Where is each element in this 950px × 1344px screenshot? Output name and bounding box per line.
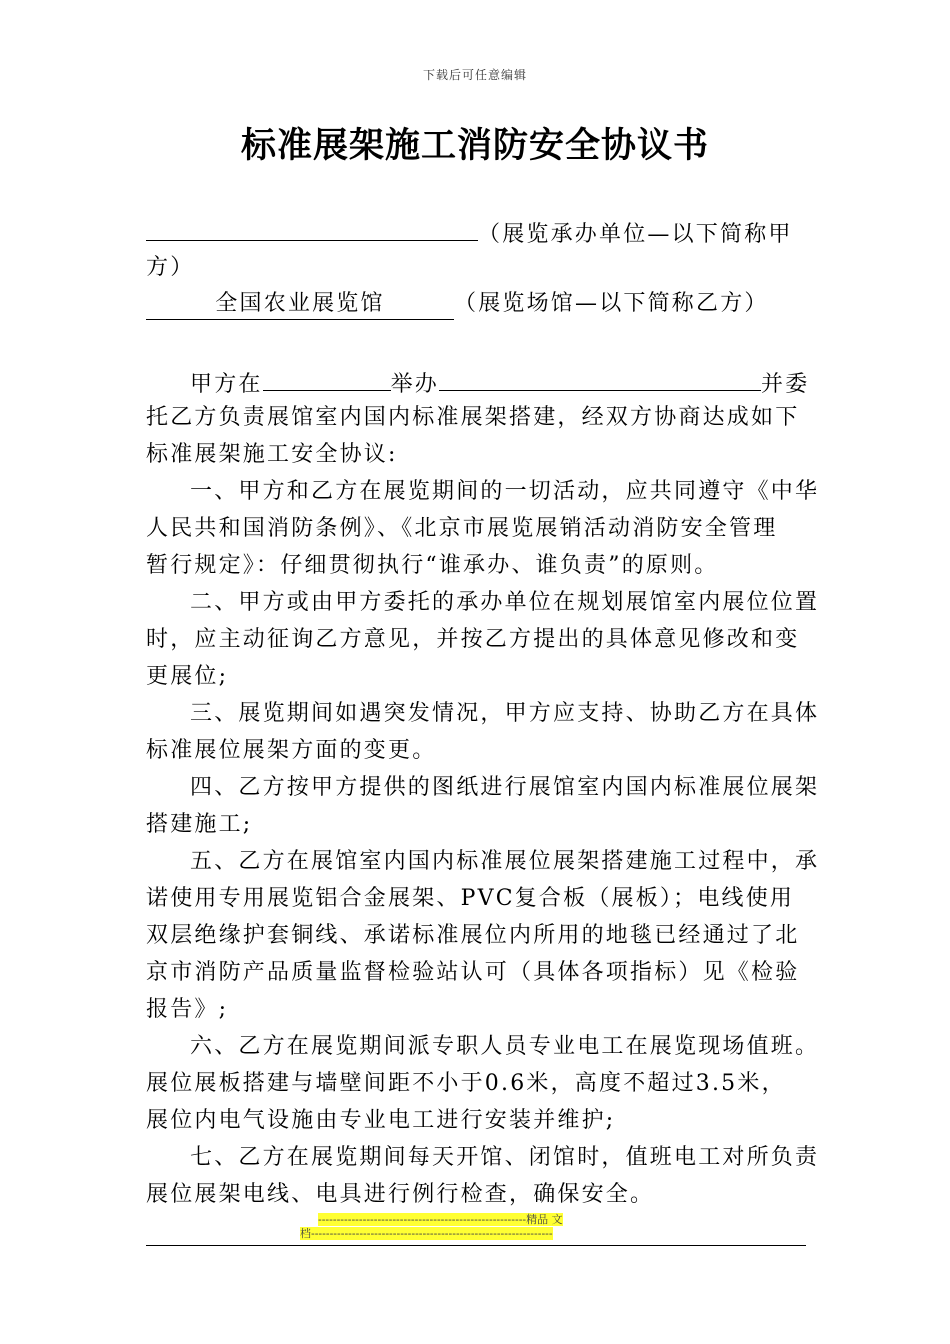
clause-5-line-3: 双层绝缘护套铜线、承诺标准展位内所用的地毯已经通过了北 <box>146 923 800 948</box>
intro-text-1: 甲方在 <box>190 372 263 397</box>
document-title: 标准展架施工消防安全协议书 <box>240 125 709 166</box>
footer-rule <box>146 1245 806 1246</box>
clause-6-line-2: 展位展板搭建与墙壁间距不小于0.6米，高度不超过3.5米， <box>146 1071 786 1096</box>
footer-watermark-1 <box>318 1213 563 1226</box>
date-blank <box>263 362 391 391</box>
clause-4-line-2: 搭建施工; <box>146 812 253 837</box>
clause-5-line-2: 诺使用专用展览铝合金展架、PVC复合板（展板）；电线使用 <box>146 886 795 911</box>
exhibition-name-blank <box>439 362 761 391</box>
footer-watermark-text-2: 档----------------------------------------------------------------- <box>300 1227 553 1240</box>
party-a-blank <box>146 212 478 241</box>
party-a-line <box>146 212 806 253</box>
clause-1-line-3: 暂行规定》：仔细贯彻执行“谁承办、谁负责”的原则。 <box>146 553 719 578</box>
footer-watermark-text-1: --------------------------------------------------------精品 文 <box>318 1213 563 1226</box>
clause-5-line-5: 报告》; <box>146 997 229 1022</box>
party-a-suffix: （展览承办单位—以下简称甲 <box>478 222 793 247</box>
clause-2-line-2: 时，应主动征询乙方意见，并按乙方提出的具体意见修改和变 <box>146 627 800 652</box>
clause-6-line-3: 展位内电气设施由专业电工进行安装并维护; <box>146 1108 616 1133</box>
header-note: 下载后可任意编辑 <box>422 68 527 82</box>
clause-6-line-1: 六、乙方在展览期间派专职人员专业电工在展览现场值班。 <box>190 1034 820 1059</box>
clause-4-line-1: 四、乙方按甲方提供的图纸进行展馆室内国内标准展位展架 <box>190 775 820 800</box>
party-a-wrap: 方） <box>146 255 195 280</box>
party-b-suffix: （展览场馆—以下简称乙方） <box>454 291 769 316</box>
intro-text-3: 并委 <box>761 372 810 397</box>
footer-watermark-2 <box>300 1227 553 1240</box>
intro-line-2: 托乙方负责展馆室内国内标准展架搭建，经双方协商达成如下 <box>146 405 800 430</box>
intro-text-2: 举办 <box>390 372 440 397</box>
intro-line-3: 标准展架施工安全协议: <box>146 442 398 467</box>
clause-1-line-1: 一、甲方和乙方在展览期间的一切活动，应共同遵守《中华 <box>190 479 820 504</box>
party-b-line <box>146 285 806 322</box>
clause-7-line-2: 展位展架电线、电具进行例行检查，确保安全。 <box>146 1182 655 1207</box>
clause-2-line-3: 更展位; <box>146 664 229 689</box>
clause-5-line-1: 五、乙方在展馆室内国内标准展位展架搭建施工过程中，承 <box>190 849 820 874</box>
party-b-venue: 全国农业展览馆 <box>146 289 454 320</box>
clause-5-line-4: 京市消防产品质量监督检验站认可（具体各项指标）见《检验 <box>146 960 800 985</box>
clause-1-line-2: 人民共和国消防条例》、《北京市展览展销活动消防安全管理 <box>146 516 778 541</box>
clause-2-line-1: 二、甲方或由甲方委托的承办单位在规划展馆室内展位位置 <box>190 590 820 615</box>
intro-line-1 <box>146 362 810 403</box>
clause-7-line-1: 七、乙方在展览期间每天开馆、闭馆时，值班电工对所负责 <box>190 1145 820 1170</box>
clause-3-line-2: 标准展位展架方面的变更。 <box>146 738 437 763</box>
clause-3-line-1: 三、展览期间如遇突发情况，甲方应支持、协助乙方在具体 <box>190 701 820 726</box>
